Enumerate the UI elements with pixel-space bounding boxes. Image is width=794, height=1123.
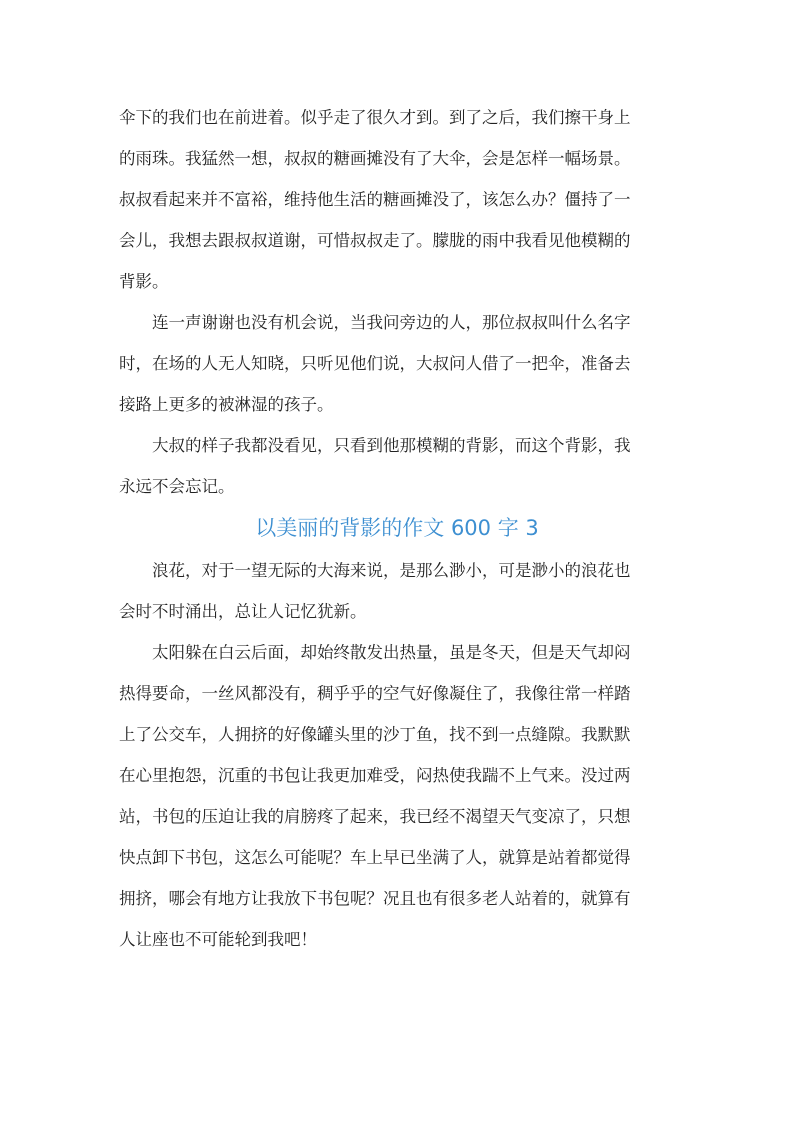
text-line: 上了公交车，人拥挤的好像罐头里的沙丁鱼，找不到一点缝隙。我默默 — [119, 725, 631, 744]
text-line: 人让座也不可能轮到我吧！ — [119, 930, 317, 949]
text-line: 在心里抱怨，沉重的书包让我更加难受，闷热使我踹不上气来。没过两 — [119, 766, 631, 785]
text-line: 会儿，我想去跟叔叔道谢，可惜叔叔走了。朦胧的雨中我看见他模糊的 — [119, 231, 631, 250]
text-line: 叔叔看起来并不富裕，维持他生活的糖画摊没了，该怎么办？僵持了一 — [119, 190, 631, 209]
paragraph-2 — [119, 307, 675, 430]
text-line: 浪花，对于一望无际的大海来说，是那么渺小，可是渺小的浪花也 — [152, 561, 631, 580]
text-line: 背影。 — [119, 272, 169, 291]
section-heading: 以美丽的背影的作文 600 字 3 — [255, 516, 539, 540]
text-line: 伞下的我们也在前进着。似乎走了很久才到。到了之后，我们擦干身上 — [119, 108, 631, 127]
text-line: 拥挤，哪会有地方让我放下书包呢？况且也有很多老人站着的，就算有 — [119, 889, 631, 908]
text-line: 会时不时涌出，总让人记忆犹新。 — [119, 602, 367, 621]
text-line: 永远不会忘记。 — [119, 477, 235, 496]
text-line: 的雨珠。我猛然一想，叔叔的糖画摊没有了大伞，会是怎样一幅场景。 — [119, 149, 631, 168]
paragraph-3 — [119, 430, 675, 512]
text-line: 太阳躲在白云后面，却始终散发出热量，虽是冬天，但是天气却闷 — [152, 643, 631, 662]
paragraph-5 — [119, 637, 675, 965]
text-line: 热得要命，一丝风都没有，稠乎乎的空气好像凝住了，我像往常一样踏 — [119, 684, 631, 703]
text-line: 接路上更多的被淋湿的孩子。 — [119, 395, 334, 414]
text-line: 站，书包的压迫让我的肩膀疼了起来，我已经不渴望天气变凉了，只想 — [119, 807, 631, 826]
text-line: 大叔的样子我都没看见，只看到他那模糊的背影，而这个背影，我 — [152, 436, 631, 455]
paragraph-1 — [119, 102, 675, 307]
text-line: 时，在场的人无人知晓，只听见他们说，大叔问人借了一把伞，准备去 — [119, 354, 631, 373]
document-body — [119, 102, 675, 965]
text-line: 快点卸下书包，这怎么可能呢？车上早已坐满了人，就算是站着都觉得 — [119, 848, 631, 867]
text-line: 连一声谢谢也没有机会说，当我问旁边的人，那位叔叔叫什么名字 — [152, 313, 631, 332]
paragraph-4 — [119, 555, 675, 637]
